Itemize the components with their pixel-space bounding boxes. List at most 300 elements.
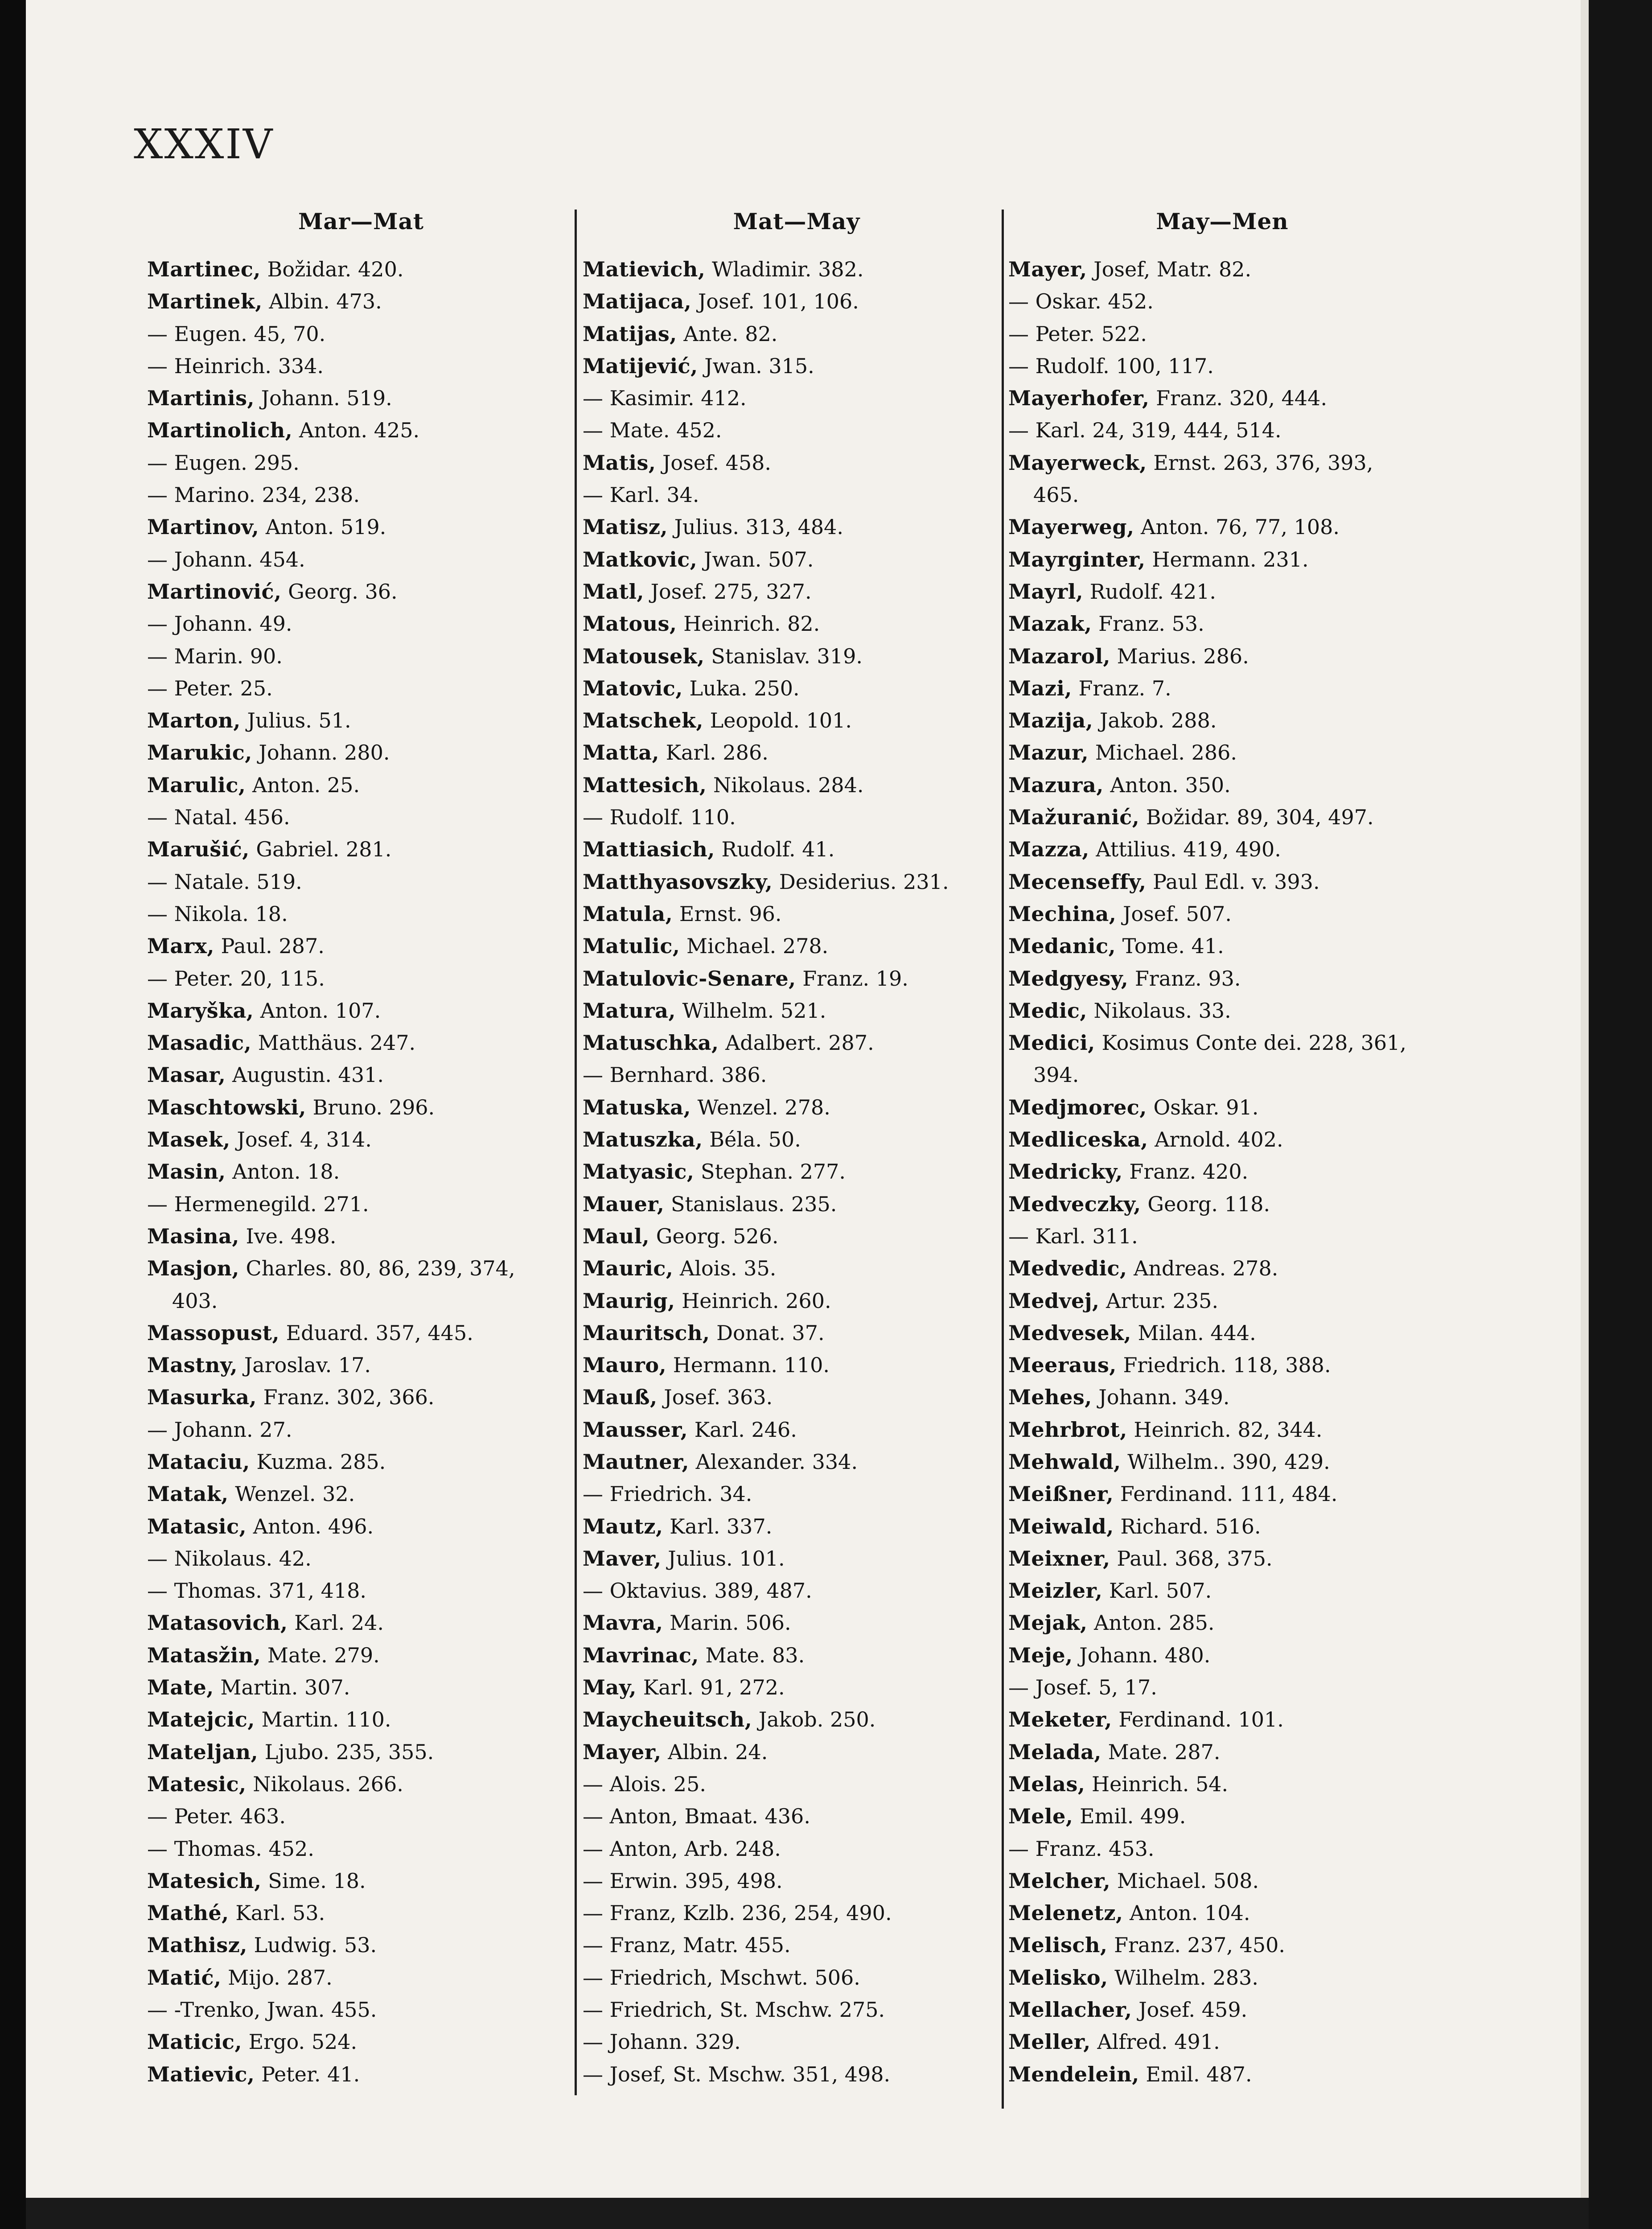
entry-details: Oskar. 91. — [1147, 1095, 1259, 1119]
index-entry — [147, 640, 575, 672]
entry-details: Ferdinand. 111, 484. — [1114, 1482, 1338, 1506]
entry-details: — Marin. 90. — [147, 644, 283, 668]
entry-details: Josef. 458. — [656, 450, 771, 475]
entry-details: Josef, Matr. 82. — [1087, 257, 1252, 281]
entry-details: — Franz, Kzlb. 236, 254, 490. — [583, 1901, 892, 1925]
entry-details: Michael. 286. — [1089, 740, 1237, 765]
entry-details: Anton. 104. — [1123, 1901, 1250, 1925]
column-header: May—Men — [1156, 208, 1289, 234]
index-entry — [147, 511, 575, 543]
index-entry — [147, 1478, 575, 1510]
entry-details: — Oktavius. 389, 487. — [583, 1579, 812, 1603]
entry-details: Božidar. 420. — [260, 257, 404, 281]
index-entry — [583, 769, 1011, 801]
index-entry — [1008, 1059, 1436, 1091]
entry-details: Peter. 41. — [255, 2062, 360, 2086]
index-entry — [1008, 1929, 1436, 1961]
entry-surname: Mellacher, — [1008, 1998, 1132, 2022]
entry-details: Ernst. 96. — [673, 901, 782, 926]
index-entry — [1008, 318, 1436, 350]
entry-surname: Mecenseffy, — [1008, 869, 1147, 894]
index-entry — [147, 672, 575, 704]
entry-surname: Matesic, — [147, 1772, 247, 1796]
index-entry — [1008, 704, 1436, 736]
entry-surname: Mehrbrot, — [1008, 1417, 1127, 1442]
entry-surname: Mayrl, — [1008, 579, 1084, 604]
entry-details: Marin. 506. — [663, 1611, 791, 1635]
entry-details: Karl. 286. — [659, 740, 768, 765]
index-entry — [1008, 1027, 1436, 1059]
index-entry — [583, 704, 1011, 736]
index-entry — [1008, 1897, 1436, 1929]
entry-details: Jakob. 250. — [752, 1707, 876, 1732]
entry-surname: Matievic, — [147, 2062, 255, 2086]
index-entry — [147, 1317, 575, 1349]
index-entry — [1008, 576, 1436, 608]
entry-details: Albin. 24. — [661, 1740, 768, 1764]
entry-details: Kosimus Conte dei. 228, 361, — [1095, 1031, 1407, 1055]
index-entry — [583, 1381, 1011, 1413]
entry-details: Gabriel. 281. — [249, 837, 392, 862]
entry-surname: Martinis, — [147, 386, 255, 411]
index-entry — [147, 1994, 575, 2026]
entry-details: Nikolaus. 266. — [246, 1772, 403, 1796]
entry-details: Alexander. 334. — [689, 1449, 858, 1474]
entry-list — [147, 253, 575, 2090]
entry-details: Béla. 50. — [703, 1127, 801, 1152]
index-entry — [583, 1446, 1011, 1478]
entry-details: Jwan. 315. — [698, 354, 814, 378]
entry-details: Paul Edl. v. 393. — [1146, 869, 1320, 894]
index-entry — [1008, 1671, 1436, 1703]
entry-details: Karl. 337. — [663, 1514, 773, 1538]
index-entry — [583, 511, 1011, 543]
entry-surname: Mechina, — [1008, 901, 1117, 926]
entry-surname: Masadic, — [147, 1031, 252, 1055]
entry-surname: Matisz, — [583, 515, 668, 539]
entry-surname: Medvedic, — [1008, 1256, 1127, 1281]
entry-details: Emil. 487. — [1139, 2062, 1252, 2086]
entry-details: Milan. 444. — [1131, 1320, 1256, 1345]
index-entry — [583, 2058, 1011, 2090]
index-entry — [583, 1414, 1011, 1446]
entry-surname: Matulic, — [583, 934, 680, 958]
index-entry — [583, 1510, 1011, 1542]
entry-list — [583, 253, 1011, 2090]
index-entry — [1008, 1542, 1436, 1575]
index-entry — [1008, 447, 1436, 479]
entry-details: Jakob. 288. — [1093, 708, 1217, 733]
entry-surname: Meiwald, — [1008, 1514, 1114, 1538]
index-entry — [583, 672, 1011, 704]
entry-details: — Peter. 25. — [147, 676, 273, 700]
index-entry — [147, 1091, 575, 1123]
entry-details: Karl. 246. — [688, 1417, 797, 1442]
entry-details: Eduard. 357, 445. — [279, 1320, 473, 1345]
index-entry — [1008, 1252, 1436, 1284]
entry-details: — Erwin. 395, 498. — [583, 1868, 783, 1893]
index-entry — [147, 1833, 575, 1865]
entry-surname: Mazak, — [1008, 612, 1092, 636]
index-entry — [1008, 1800, 1436, 1832]
entry-surname: Medveczky, — [1008, 1192, 1141, 1216]
index-entry — [147, 1349, 575, 1381]
entry-surname: Martinec, — [147, 257, 261, 281]
entry-details: — Natal. 456. — [147, 805, 290, 830]
entry-details: Johann. 349. — [1092, 1385, 1230, 1410]
index-entry — [583, 1349, 1011, 1381]
index-entry — [147, 1671, 575, 1703]
index-entry — [147, 962, 575, 995]
entry-surname: Medvesek, — [1008, 1320, 1131, 1345]
entry-surname: Masek, — [147, 1127, 230, 1152]
entry-details: — Natale. 519. — [147, 869, 302, 894]
index-entry — [1008, 1414, 1436, 1446]
entry-details: Leopold. 101. — [703, 708, 852, 733]
index-entry — [147, 1768, 575, 1800]
entry-details: Julius. 101. — [661, 1546, 785, 1571]
index-entry — [1008, 511, 1436, 543]
entry-surname: Meller, — [1008, 2030, 1091, 2054]
entry-details: — -Trenko, Jwan. 455. — [147, 1998, 377, 2022]
entry-surname: Meißner, — [1008, 1482, 1114, 1506]
entry-details: Wilhelm. 283. — [1108, 1965, 1258, 1990]
entry-details: Mate. 279. — [261, 1643, 380, 1667]
index-entry — [583, 1123, 1011, 1156]
entry-details: Hermann. 231. — [1145, 547, 1309, 572]
index-entry — [1008, 1349, 1436, 1381]
entry-surname: Matijaca, — [583, 289, 692, 314]
entry-surname: Maschtowski, — [147, 1095, 306, 1119]
index-entry — [583, 1478, 1011, 1510]
entry-surname: Medvej, — [1008, 1288, 1100, 1313]
entry-surname: Mathisz, — [147, 1933, 247, 1958]
entry-details: — Johann. 454. — [147, 547, 305, 572]
entry-details: — Franz, Matr. 455. — [583, 1933, 791, 1958]
entry-surname: Mavrinac, — [583, 1643, 699, 1667]
entry-surname: Mehes, — [1008, 1385, 1092, 1410]
index-entry — [147, 1929, 575, 1961]
index-entry — [583, 1865, 1011, 1897]
index-entry — [583, 479, 1011, 511]
index-entry — [1008, 1381, 1436, 1413]
entry-surname: Matschek, — [583, 708, 703, 733]
entry-details: — Rudolf. 110. — [583, 805, 736, 830]
index-entry — [147, 736, 575, 769]
entry-details: Josef. 4, 314. — [230, 1127, 372, 1152]
index-entry — [1008, 285, 1436, 317]
entry-details: Anton. 25. — [246, 773, 360, 797]
entry-details: Karl. 53. — [229, 1901, 325, 1925]
index-entry — [1008, 414, 1436, 446]
index-entry — [147, 318, 575, 350]
scan-bottom-edge — [26, 2198, 1589, 2229]
entry-details: Mijo. 287. — [221, 1965, 333, 1990]
index-entry — [583, 2026, 1011, 2058]
entry-surname: Mavra, — [583, 1611, 663, 1635]
index-entry — [583, 866, 1011, 898]
entry-surname: Mayer, — [583, 1740, 662, 1764]
index-entry — [1008, 1123, 1436, 1156]
index-entry — [1008, 1639, 1436, 1671]
entry-details: — Franz. 453. — [1008, 1836, 1155, 1861]
index-entry — [147, 1639, 575, 1671]
entry-details: Georg. 526. — [649, 1224, 779, 1248]
index-entry — [1008, 1091, 1436, 1123]
entry-details: Andreas. 278. — [1127, 1256, 1278, 1281]
index-entry — [1008, 866, 1436, 898]
entry-surname: Mautner, — [583, 1449, 690, 1474]
entry-details: Arnold. 402. — [1148, 1127, 1283, 1152]
entry-details: Karl. 507. — [1102, 1579, 1212, 1603]
entry-surname: Mazura, — [1008, 773, 1104, 797]
index-entry — [1008, 962, 1436, 995]
entry-surname: Mažuranić, — [1008, 805, 1140, 830]
entry-surname: Mazarol, — [1008, 644, 1111, 668]
index-entry — [583, 1671, 1011, 1703]
entry-surname: Medanic, — [1008, 934, 1116, 958]
entry-surname: Martinek, — [147, 289, 263, 314]
index-entry — [583, 640, 1011, 672]
index-entry — [583, 576, 1011, 608]
entry-surname: Mastny, — [147, 1353, 238, 1378]
entry-surname: Mausser, — [583, 1417, 688, 1442]
entry-surname: Medic, — [1008, 998, 1087, 1023]
index-entry — [147, 1252, 575, 1284]
entry-surname: Matasovich, — [147, 1611, 288, 1635]
entry-details: Michael. 278. — [680, 934, 829, 958]
index-entry — [1008, 930, 1436, 962]
entry-details: Hermann. 110. — [666, 1353, 830, 1378]
entry-details: — Kasimir. 412. — [583, 386, 747, 411]
entry-surname: Medici, — [1008, 1031, 1095, 1055]
entry-details: — Nikola. 18. — [147, 901, 288, 926]
entry-details: Ante. 82. — [677, 321, 778, 346]
entry-surname: Mazija, — [1008, 708, 1093, 733]
entry-details: Anton. 76, 77, 108. — [1134, 515, 1340, 539]
entry-surname: Marton, — [147, 708, 241, 733]
index-entry — [147, 866, 575, 898]
column-header: Mar—Mat — [298, 208, 424, 234]
entry-details: Stanislav. 319. — [704, 644, 863, 668]
index-entry — [583, 1542, 1011, 1575]
entry-details: Georg. 118. — [1141, 1192, 1270, 1216]
index-entry — [1008, 543, 1436, 576]
entry-surname: Matousek, — [583, 644, 705, 668]
index-entry — [583, 1059, 1011, 1091]
entry-details: — Eugen. 295. — [147, 450, 300, 475]
entry-surname: Meizler, — [1008, 1579, 1103, 1603]
entry-surname: May, — [583, 1675, 637, 1700]
entry-surname: Martinov, — [147, 515, 259, 539]
entry-details: Franz. 302, 366. — [257, 1385, 435, 1410]
scan-dark-edge — [1589, 0, 1652, 2229]
index-entry — [147, 2026, 575, 2058]
entry-surname: Martinolich, — [147, 418, 293, 443]
index-entry — [583, 995, 1011, 1027]
entry-details: Wladimir. 382. — [705, 257, 864, 281]
entry-details: Franz. 53. — [1092, 612, 1204, 636]
index-entry — [147, 1156, 575, 1188]
index-entry — [583, 1575, 1011, 1607]
entry-details: — Oskar. 452. — [1008, 289, 1154, 314]
entry-details: — Karl. 34. — [583, 483, 699, 507]
index-entry — [147, 1220, 575, 1252]
entry-surname: Matuska, — [583, 1095, 691, 1119]
entry-surname: Mayerweck, — [1008, 450, 1147, 475]
index-entry — [147, 1059, 575, 1091]
index-entry — [583, 1833, 1011, 1865]
entry-surname: Mejak, — [1008, 1611, 1088, 1635]
entry-surname: Maryška, — [147, 998, 254, 1023]
index-entry — [1008, 382, 1436, 414]
index-entry — [147, 1123, 575, 1156]
index-entry — [583, 1703, 1011, 1735]
entry-details: Ergo. 524. — [242, 2030, 358, 2054]
entry-details: Rudolf. 421. — [1083, 579, 1216, 604]
entry-surname: Marukic, — [147, 740, 252, 765]
entry-details: Bruno. 296. — [306, 1095, 435, 1119]
entry-details: Ernst. 263, 376, 393, — [1147, 450, 1373, 475]
entry-surname: Maurig, — [583, 1288, 675, 1313]
entry-surname: Matesich, — [147, 1868, 262, 1893]
index-entry — [147, 1446, 575, 1478]
entry-surname: Meketer, — [1008, 1707, 1112, 1732]
entry-details: Heinrich. 82, 344. — [1127, 1417, 1323, 1442]
index-entry — [1008, 1768, 1436, 1800]
index-entry — [583, 447, 1011, 479]
entry-surname: Medjmorec, — [1008, 1095, 1147, 1119]
index-entry — [147, 1962, 575, 1994]
index-entry — [1008, 1220, 1436, 1252]
entry-surname: Mauß, — [583, 1385, 658, 1410]
entry-details: — Thomas. 452. — [147, 1836, 314, 1861]
entry-details: — Peter. 20, 115. — [147, 966, 325, 991]
index-entry — [583, 382, 1011, 414]
index-entry — [1008, 898, 1436, 930]
entry-details: Mate. 83. — [699, 1643, 805, 1667]
entry-details: Tome. 41. — [1116, 934, 1224, 958]
entry-details: Johann. 280. — [252, 740, 390, 765]
index-entry — [147, 1285, 575, 1317]
index-entry — [1008, 1962, 1436, 1994]
entry-details: Matthäus. 247. — [251, 1031, 416, 1055]
entry-details: — Bernhard. 386. — [583, 1063, 767, 1087]
entry-details: Ludwig. 53. — [247, 1933, 377, 1958]
entry-surname: Mazur, — [1008, 740, 1089, 765]
entry-surname: Masar, — [147, 1063, 226, 1087]
entry-surname: Matejcic, — [147, 1707, 255, 1732]
index-entry — [147, 1188, 575, 1220]
entry-surname: Mataciu, — [147, 1449, 250, 1474]
entry-surname: Matta, — [583, 740, 660, 765]
entry-details: — Heinrich. 334. — [147, 354, 324, 378]
index-entry — [583, 414, 1011, 446]
entry-surname: Matić, — [147, 1965, 222, 1990]
index-entry — [583, 1252, 1011, 1284]
index-entry — [147, 2058, 575, 2090]
index-entry — [1008, 2058, 1436, 2090]
index-entry — [147, 930, 575, 962]
index-entry — [583, 608, 1011, 640]
entry-details: Josef. 363. — [657, 1385, 773, 1410]
entry-surname: Mauer, — [583, 1192, 665, 1216]
entry-details: Josef. 507. — [1116, 901, 1232, 926]
entry-surname: Medricky, — [1008, 1160, 1123, 1184]
entry-surname: Mauro, — [583, 1353, 667, 1378]
entry-surname: Masjon, — [147, 1256, 239, 1281]
index-entry — [583, 833, 1011, 865]
index-entry — [583, 1285, 1011, 1317]
index-entry — [583, 1639, 1011, 1671]
entry-details: Georg. 36. — [281, 579, 398, 604]
entry-details: — Peter. 522. — [1008, 321, 1147, 346]
entry-details: Friedrich. 118, 388. — [1116, 1353, 1331, 1378]
entry-details: Karl. 24. — [288, 1611, 384, 1635]
entry-details: Anton. 107. — [254, 998, 381, 1023]
index-entry — [147, 833, 575, 865]
entry-details: — Nikolaus. 42. — [147, 1546, 312, 1571]
entry-details: Wilhelm.. 390, 429. — [1121, 1449, 1330, 1474]
index-entry — [147, 1381, 575, 1413]
entry-surname: Mauritsch, — [583, 1320, 710, 1345]
entry-surname: Meeraus, — [1008, 1353, 1117, 1378]
index-entry — [1008, 1510, 1436, 1542]
entry-details: — Friedrich, Mschwt. 506. — [583, 1965, 860, 1990]
index-entry — [147, 1542, 575, 1575]
entry-details: Kuzma. 285. — [250, 1449, 386, 1474]
index-entry — [147, 769, 575, 801]
index-entry — [1008, 1188, 1436, 1220]
entry-surname: Maul, — [583, 1224, 650, 1248]
index-entry — [1008, 1994, 1436, 2026]
index-entry — [583, 1994, 1011, 2026]
entry-surname: Melada, — [1008, 1740, 1101, 1764]
entry-details: Albin. 473. — [262, 289, 382, 314]
entry-surname: Mateljan, — [147, 1740, 259, 1764]
entry-surname: Matuschka, — [583, 1031, 719, 1055]
entry-details: Luka. 250. — [682, 676, 800, 700]
entry-surname: Melas, — [1008, 1772, 1085, 1796]
index-entry — [147, 1865, 575, 1897]
index-entry — [583, 962, 1011, 995]
entry-surname: Melenetz, — [1008, 1901, 1123, 1925]
entry-surname: Matyasic, — [583, 1160, 694, 1184]
index-entry — [1008, 1317, 1436, 1349]
entry-details: — Eugen. 45, 70. — [147, 321, 326, 346]
entry-details: Augustin. 431. — [226, 1063, 384, 1087]
entry-details: Franz. 7. — [1072, 676, 1171, 700]
index-entry — [1008, 608, 1436, 640]
entry-surname: Matkovic, — [583, 547, 698, 572]
entry-details: Franz. 320, 444. — [1149, 386, 1327, 411]
entry-surname: Marušić, — [147, 837, 250, 862]
index-entry — [1008, 2026, 1436, 2058]
index-entry — [583, 1220, 1011, 1252]
index-entry — [1008, 253, 1436, 285]
index-entry — [1008, 801, 1436, 833]
index-entry — [147, 1703, 575, 1735]
index-entry — [583, 543, 1011, 576]
index-entry — [583, 1156, 1011, 1188]
index-entry — [147, 801, 575, 833]
entry-details: Ive. 498. — [239, 1224, 337, 1248]
index-entry — [583, 801, 1011, 833]
entry-details: Anton. 425. — [292, 418, 420, 443]
index-entry — [1008, 1285, 1436, 1317]
entry-details: Nikolaus. 284. — [707, 773, 864, 797]
index-entry — [147, 1800, 575, 1832]
